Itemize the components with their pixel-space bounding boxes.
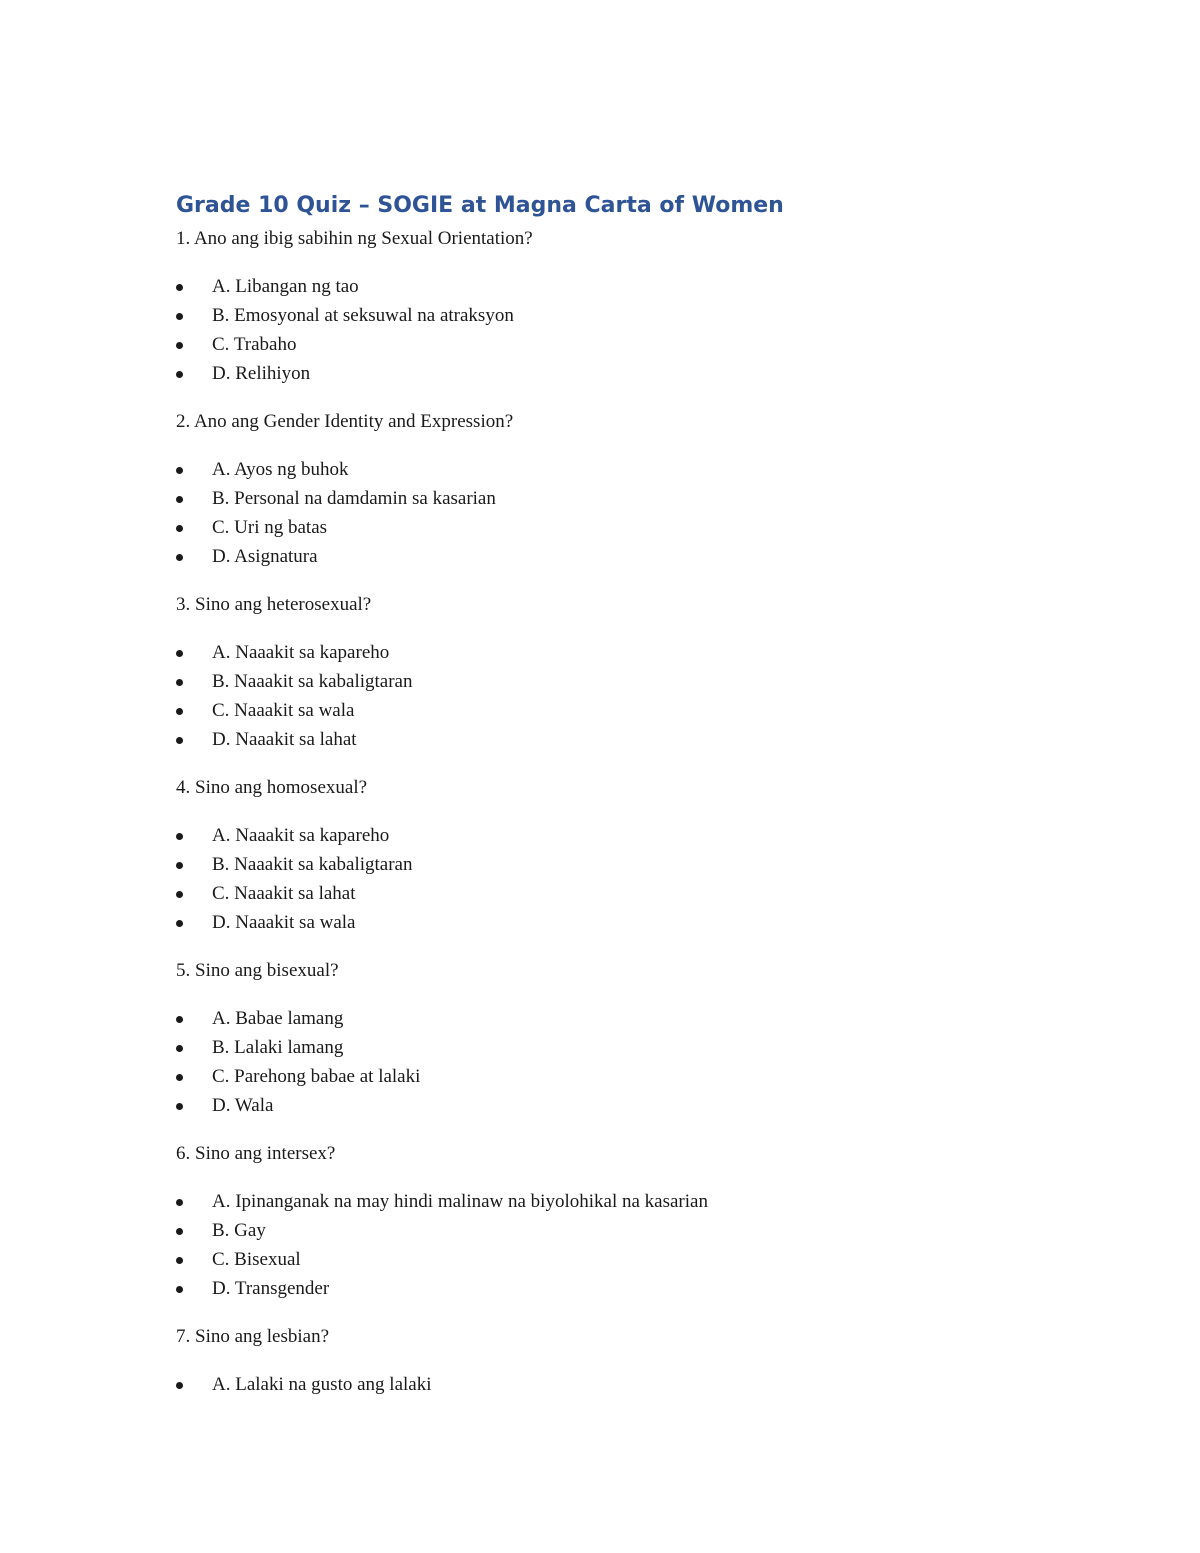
option-label: A. Ipinanganak na may hindi malinaw na biyolohikal na kasarian: [212, 1191, 708, 1212]
bullet-icon: [176, 371, 183, 378]
question-block: [176, 1139, 1076, 1303]
option-item: [176, 301, 1076, 330]
bullet-icon: [176, 467, 183, 474]
option-label: C. Trabaho: [212, 334, 297, 355]
question-block: [176, 956, 1076, 1120]
option-item: [176, 330, 1076, 359]
option-label: B. Naaakit sa kabaligtaran: [212, 671, 413, 692]
option-label: C. Naaakit sa wala: [212, 700, 355, 721]
option-item: [176, 1187, 1076, 1216]
question-text: 2. Ano ang Gender Identity and Expression?: [176, 411, 514, 432]
option-label: C. Bisexual: [212, 1249, 301, 1270]
option-item: [176, 513, 1076, 542]
option-list: [176, 272, 1076, 388]
bullet-icon: [176, 920, 183, 927]
option-item: [176, 1216, 1076, 1245]
option-label: B. Emosyonal at seksuwal na atraksyon: [212, 305, 514, 326]
option-item: [176, 638, 1076, 667]
document-content: [176, 190, 1076, 1418]
option-item: [176, 359, 1076, 388]
option-label: A. Libangan ng tao: [212, 276, 359, 297]
bullet-icon: [176, 554, 183, 561]
option-item: [176, 484, 1076, 513]
option-label: A. Babae lamang: [212, 1008, 344, 1029]
option-list: [176, 1004, 1076, 1120]
option-item: [176, 1091, 1076, 1120]
question-text: 3. Sino ang heterosexual?: [176, 594, 372, 615]
option-label: B. Personal na damdamin sa kasarian: [212, 488, 496, 509]
option-item: [176, 821, 1076, 850]
document-title: Grade 10 Quiz – SOGIE at Magna Carta of Women: [176, 193, 784, 218]
bullet-icon: [176, 284, 183, 291]
option-item: [176, 272, 1076, 301]
bullet-icon: [176, 496, 183, 503]
option-item: [176, 725, 1076, 754]
question-text: 4. Sino ang homosexual?: [176, 777, 368, 798]
option-label: D. Asignatura: [212, 546, 318, 567]
bullet-icon: [176, 1228, 183, 1235]
bullet-icon: [176, 708, 183, 715]
option-item: [176, 455, 1076, 484]
option-list: [176, 821, 1076, 937]
bullet-icon: [176, 862, 183, 869]
option-item: [176, 908, 1076, 937]
bullet-icon: [176, 313, 183, 320]
option-label: A. Naaakit sa kapareho: [212, 642, 390, 663]
option-label: B. Gay: [212, 1220, 266, 1241]
option-label: A. Lalaki na gusto ang lalaki: [212, 1374, 432, 1395]
option-label: C. Uri ng batas: [212, 517, 328, 538]
bullet-icon: [176, 1382, 183, 1389]
bullet-icon: [176, 737, 183, 744]
bullet-icon: [176, 891, 183, 898]
option-label: D. Transgender: [212, 1278, 330, 1299]
question-text: 6. Sino ang intersex?: [176, 1143, 336, 1164]
question-text: 7. Sino ang lesbian?: [176, 1326, 330, 1347]
option-label: B. Lalaki lamang: [212, 1037, 344, 1058]
question-block: [176, 407, 1076, 571]
option-item: [176, 542, 1076, 571]
option-list: [176, 1370, 1076, 1399]
question-block: [176, 773, 1076, 937]
question-block: [176, 1322, 1076, 1399]
option-label: C. Parehong babae at lalaki: [212, 1066, 421, 1087]
option-label: C. Naaakit sa lahat: [212, 883, 356, 904]
question-text: 1. Ano ang ibig sabihin ng Sexual Orientation?: [176, 228, 533, 249]
option-list: [176, 455, 1076, 571]
bullet-icon: [176, 833, 183, 840]
option-label: B. Naaakit sa kabaligtaran: [212, 854, 413, 875]
bullet-icon: [176, 1257, 183, 1264]
bullet-icon: [176, 1103, 183, 1110]
option-item: [176, 850, 1076, 879]
option-item: [176, 1370, 1076, 1399]
option-item: [176, 879, 1076, 908]
question-block: [176, 590, 1076, 754]
option-label: A. Naaakit sa kapareho: [212, 825, 390, 846]
question-block: [176, 224, 1076, 388]
option-item: [176, 1004, 1076, 1033]
option-list: [176, 638, 1076, 754]
option-item: [176, 667, 1076, 696]
bullet-icon: [176, 679, 183, 686]
option-label: D. Wala: [212, 1095, 274, 1116]
option-item: [176, 1274, 1076, 1303]
option-item: [176, 1033, 1076, 1062]
option-item: [176, 1245, 1076, 1274]
option-label: A. Ayos ng buhok: [212, 459, 349, 480]
bullet-icon: [176, 342, 183, 349]
bullet-icon: [176, 650, 183, 657]
question-text: 5. Sino ang bisexual?: [176, 960, 339, 981]
option-label: D. Naaakit sa lahat: [212, 729, 357, 750]
bullet-icon: [176, 1199, 183, 1206]
bullet-icon: [176, 1045, 183, 1052]
bullet-icon: [176, 1074, 183, 1081]
option-item: [176, 1062, 1076, 1091]
option-list: [176, 1187, 1076, 1303]
option-item: [176, 696, 1076, 725]
bullet-icon: [176, 1016, 183, 1023]
bullet-icon: [176, 525, 183, 532]
option-label: D. Naaakit sa wala: [212, 912, 356, 933]
bullet-icon: [176, 1286, 183, 1293]
option-label: D. Relihiyon: [212, 363, 311, 384]
